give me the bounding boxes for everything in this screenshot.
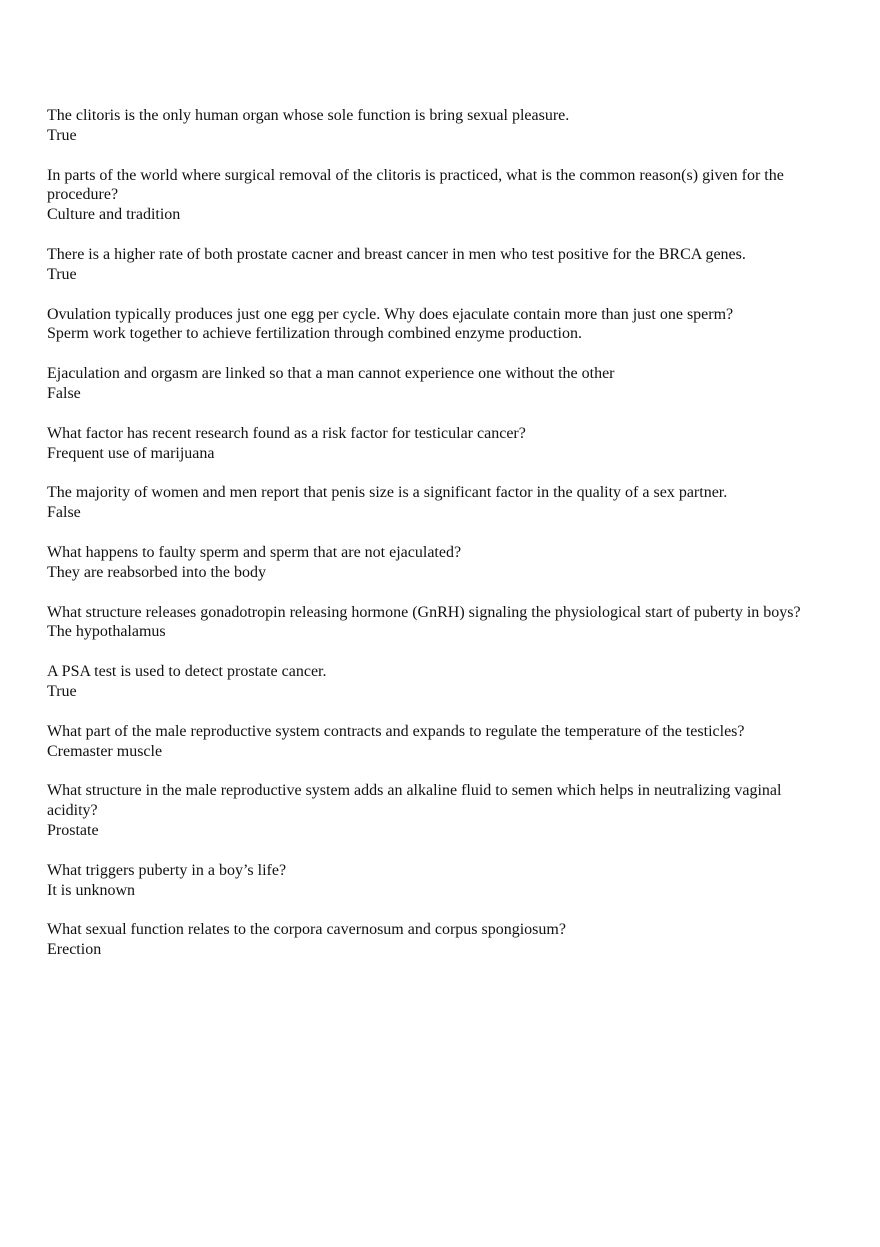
question-text: The majority of women and men report that penis size is a significant factor in the quality of a sex partner. [47,484,728,502]
answer-text: The hypothalamus [47,623,166,641]
answer-text: True [47,126,77,144]
question-text: There is a higher rate of both prostate cacner and breast cancer in men who test positive for the BRCA genes. [47,245,746,263]
question-text: What part of the male reproductive system contracts and expands to regulate the temperature of the testicles? [47,722,745,740]
qa-item [47,662,832,702]
answer-text: Sperm work together to achieve fertilization through combined enzyme production. [47,325,582,343]
answer-text: False [47,504,81,522]
answer-text: False [47,384,81,402]
qa-item [47,861,832,901]
question-text: A PSA test is used to detect prostate cancer. [47,663,327,681]
question-text: What triggers puberty in a boy’s life? [47,861,287,879]
answer-text: Culture and tradition [47,206,181,224]
qa-item [47,722,832,762]
question-text: What happens to faulty sperm and sperm that are not ejaculated? [47,543,462,561]
question-text: The clitoris is the only human organ whose sole function is bring sexual pleasure. [47,107,570,124]
qa-item [47,543,832,583]
question-text: Ejaculation and orgasm are linked so that a man cannot experience one without the other [47,365,615,383]
answer-text: Frequent use of marijuana [47,444,215,462]
qa-item [47,920,832,960]
question-text: What sexual function relates to the corpora cavernosum and corpus spongiosum? [47,921,566,939]
answer-text: Prostate [47,821,99,839]
qa-item [47,245,832,285]
answer-text: They are reabsorbed into the body [47,563,267,581]
answer-text: True [47,265,77,283]
answer-text: Erection [47,941,102,959]
qa-item [47,483,832,523]
qa-item [47,305,832,345]
qa-item [47,364,832,404]
qa-item [47,106,832,146]
question-answer-list [47,106,832,980]
answer-text: Cremaster muscle [47,742,163,760]
question-text: Ovulation typically produces just one egg per cycle. Why does ejaculate contain more than just one sperm? [47,305,734,323]
qa-item [47,603,832,643]
qa-item [47,424,832,464]
question-text: What structure releases gonadotropin releasing hormone (GnRH) signaling the physiological start of puberty in boys? [47,603,801,621]
question-text: In parts of the world where surgical removal of the clitoris is practiced, what is the common reason(s) given for the procedure? [47,166,784,204]
qa-item [47,166,832,225]
question-text: What structure in the male reproductive system adds an alkaline fluid to semen which helps in neutralizing vaginal acidity? [47,782,782,820]
answer-text: It is unknown [47,881,135,899]
qa-item [47,781,832,840]
answer-text: True [47,682,77,700]
question-text: What factor has recent research found as a risk factor for testicular cancer? [47,424,526,442]
